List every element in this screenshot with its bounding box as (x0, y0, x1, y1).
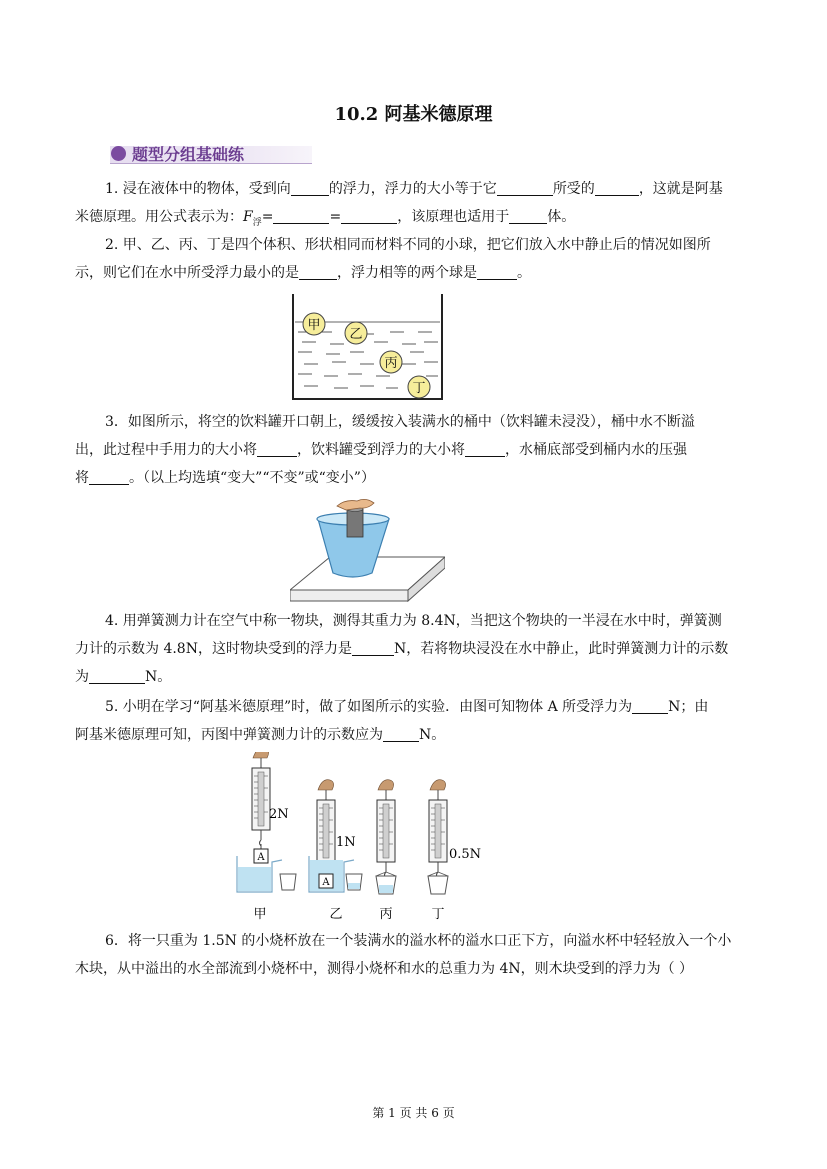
ball-bing (380, 351, 402, 373)
question-4 (75, 607, 765, 691)
fig-label-bing: 丙 (379, 907, 393, 922)
answer-blank[interactable] (257, 440, 297, 457)
fig-label-ding: 丁 (431, 907, 445, 922)
fig-label-jia: 甲 (253, 907, 267, 922)
base-front (290, 590, 408, 601)
setup-yi (309, 780, 362, 922)
svg-text:丁: 丁 (412, 381, 426, 396)
formula-symbol: F (243, 209, 253, 225)
q4-line-1: 4. 用弹簧测力计在空气中称一物块，测得其重力为 8.4N，当把这个物块的一半浸在水中时，弹簧测 (105, 613, 722, 629)
question-1 (75, 175, 765, 237)
answer-blank[interactable] (89, 468, 129, 485)
drink-can (347, 509, 363, 537)
bullet-icon (111, 146, 126, 161)
q3-line-2: 出，此过程中手用力的大小将 ，饮料罐受到浮力的大小将 ，水桶底部受到桶内水的压强 (75, 442, 687, 458)
answer-blank[interactable] (299, 263, 337, 280)
block-a-label: A (257, 852, 265, 863)
q2-line-2: 示，则它们在水中所受浮力最小的是 ，浮力相等的两个球是 。 (75, 265, 531, 281)
q3-line-1: 3．如图所示，将空的饮料罐开口朝上，缓缓按入装满水的桶中（饮料罐未浸没），桶中水不断溢 (105, 414, 695, 430)
answer-blank[interactable] (477, 263, 517, 280)
spring-scale-figure (230, 752, 490, 924)
answer-blank[interactable] (89, 667, 145, 684)
answer-blank[interactable] (595, 179, 639, 196)
q1-line-1: 1. 浸在液体中的物体，受到向 的浮力，浮力的大小等于它 所受的 ，这就是阿基 (105, 181, 723, 197)
q5-line-2: 阿基米德原理可知，丙图中弹簧测力计的示数应为 N。 (75, 727, 446, 743)
reading-0-5n: 0.5N (449, 847, 482, 862)
answer-blank[interactable] (383, 725, 419, 742)
setup-ding (428, 780, 481, 922)
q3-line-3: 将 。（以上均选填“变大”“不变”或“变小”） (75, 470, 375, 486)
ball-ding (408, 376, 430, 398)
answer-blank[interactable] (509, 207, 547, 224)
svg-text:A: A (322, 877, 330, 888)
answer-blank[interactable] (341, 207, 397, 224)
question-2 (75, 231, 765, 287)
reading-2n: 2N (269, 807, 289, 822)
ball-yi (345, 322, 367, 344)
question-6 (75, 927, 765, 983)
page-footer: 第 1 页 共 6 页 (372, 1106, 455, 1120)
answer-blank[interactable] (632, 697, 668, 714)
q4-line-3: 为 N。 (75, 669, 172, 685)
answer-blank[interactable] (273, 207, 329, 224)
balls-in-water-figure (290, 292, 445, 402)
section-label: 题型分组基础练 (132, 145, 245, 164)
setup-jia (237, 752, 296, 922)
question-5 (75, 693, 765, 749)
svg-text:乙: 乙 (349, 327, 363, 342)
answer-blank[interactable] (352, 639, 394, 656)
q4-line-2: 力计的示数为 4.8N，这时物块受到的浮力是 N，若将物块浸没在水中静止，此时弹簧测力计的示数 (75, 641, 729, 657)
section-header (110, 140, 312, 164)
hand-icon (337, 499, 374, 510)
answer-blank[interactable] (497, 179, 553, 196)
setup-bing (376, 780, 396, 922)
formula-subscript: 浮 (252, 217, 262, 228)
answer-blank[interactable] (291, 179, 329, 196)
reading-1n: 1N (336, 835, 356, 850)
small-beaker (280, 874, 296, 890)
q1-line-2: 米德原理。用公式表示为：$F_浮=$ = ，该原理也适用于 体。 (75, 209, 576, 228)
svg-text:甲: 甲 (307, 318, 321, 333)
q2-line-1: 2. 甲、乙、丙、丁是四个体积、形状相同而材料不同的小球，把它们放入水中静止后的情况如图所 (105, 237, 711, 253)
q6-line-1: 6．将一只重为 1.5N 的小烧杯放在一个装满水的溢水杯的溢水口正下方，向溢水杯中轻轻放入一个小 (105, 933, 732, 949)
svg-text:丙: 丙 (384, 356, 398, 371)
ball-jia (303, 313, 325, 335)
q6-line-2: 木块，从中溢出的水全部流到小烧杯中，测得小烧杯和水的总重力为 4N，则木块受到的浮力为（ ） (75, 961, 694, 977)
fig-label-yi: 乙 (329, 907, 343, 922)
bucket-figure (290, 495, 445, 603)
q5-line-1: 5. 小明在学习“阿基米德原理”时，做了如图所示的实验．由图可知物体 A 所受浮力为 N；由 (105, 699, 709, 715)
answer-blank[interactable] (465, 440, 505, 457)
page-title: 10.2 阿基米德原理 (334, 104, 493, 125)
small-beaker (428, 876, 448, 894)
question-3 (75, 408, 765, 492)
